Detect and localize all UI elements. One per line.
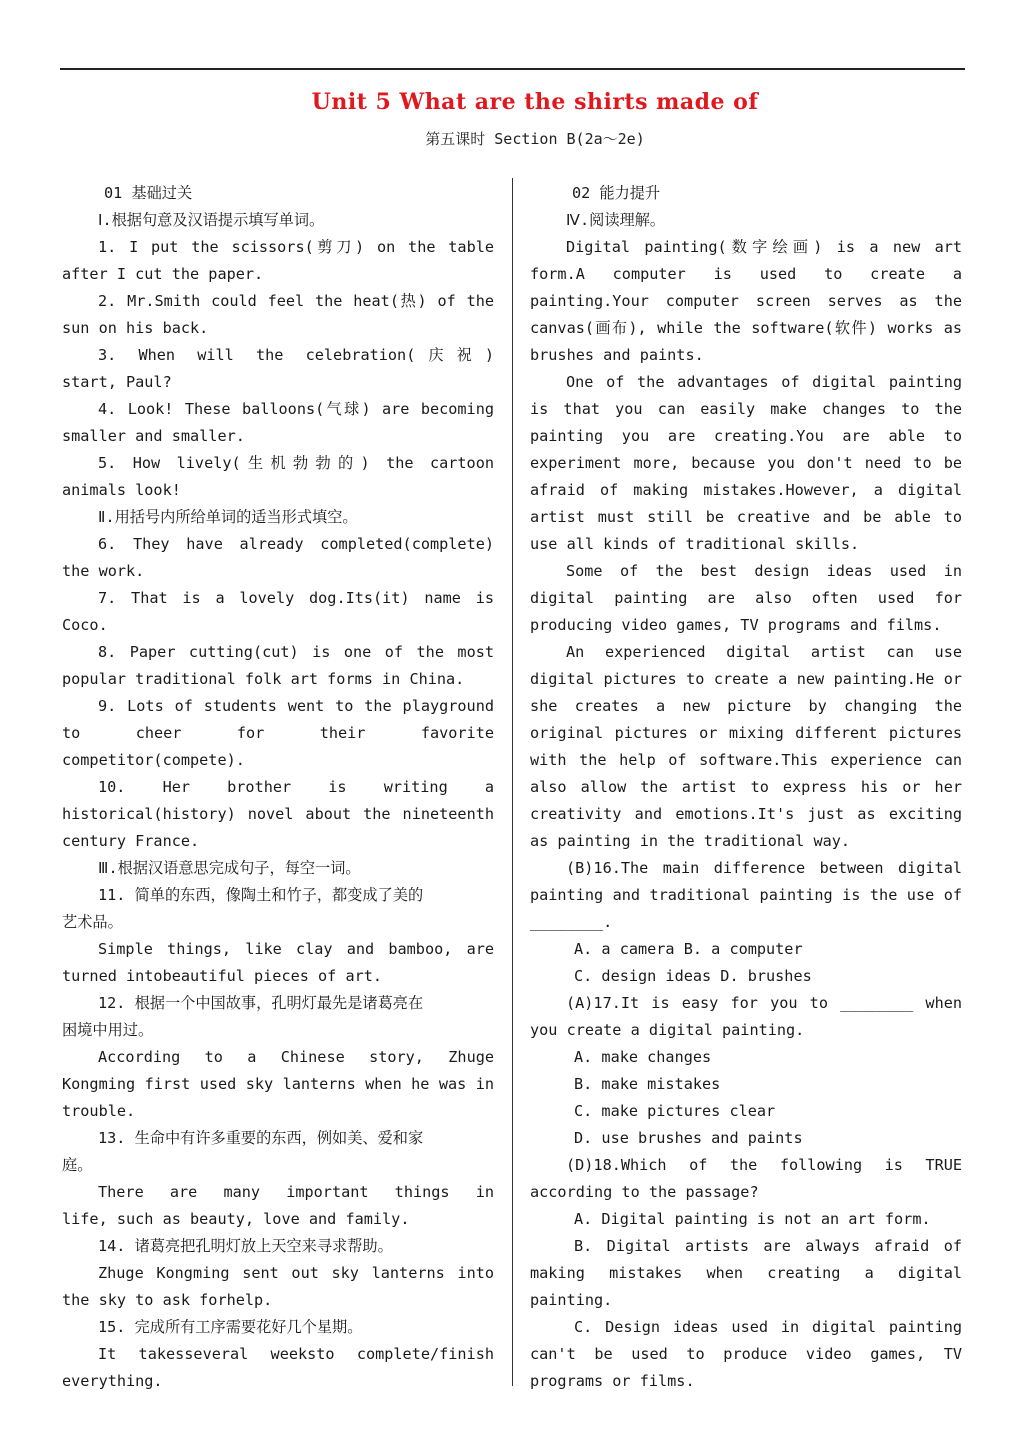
text-line: turned intobeautiful pieces of art. — [62, 967, 383, 985]
text-line: 艺术品。 — [62, 913, 123, 931]
text-line: Coco. — [62, 616, 108, 634]
text-line: artist must still be creative and be able to — [530, 508, 962, 526]
text-line: afraid of making mistakes.However, a digital — [530, 481, 962, 499]
text-line: C. Design ideas used in digital painting — [574, 1318, 962, 1336]
page-title: Unit 5 What are the shirts made of — [311, 89, 759, 115]
text-line: 11. 简单的东西，像陶土和竹子，都变成了美的 — [98, 886, 424, 904]
text-line: you create a digital painting. — [530, 1021, 805, 1039]
text-line: Kongming first used sky lanterns when he was in — [62, 1075, 494, 1093]
text-line: 4. Look! These balloons(气球) are becoming — [98, 400, 494, 418]
text-line: with the help of software.This experience can — [530, 751, 962, 769]
text-line: D. use brushes and paints — [574, 1129, 803, 1147]
text-line: she creates a new picture by changing the — [530, 697, 962, 715]
text-line: 12. 根据一个中国故事，孔明灯最先是诸葛亮在 — [98, 994, 424, 1012]
text-line: making mistakes when creating a digital — [530, 1264, 962, 1282]
text-line: producing video games, TV programs and films. — [530, 616, 942, 634]
text-line: 10. Her brother is writing a — [98, 778, 494, 796]
text-line: painting.Your computer screen serves as the — [530, 292, 962, 310]
text-line: One of the advantages of digital painting — [566, 373, 962, 391]
text-line: A. a camera B. a computer — [574, 940, 803, 958]
text-line: 8. Paper cutting(cut) is one of the most — [98, 643, 494, 661]
text-line: historical(history) novel about the nineteenth — [62, 805, 494, 823]
text-line: According to a Chinese story, Zhuge — [98, 1048, 494, 1066]
text-line: sun on his back. — [62, 319, 209, 337]
text-line: creativity and emotions.It's just as exciting — [530, 805, 962, 823]
text-line: 01 基础过关 — [104, 184, 193, 202]
text-line: start, Paul? — [62, 373, 172, 391]
text-line: according to the passage? — [530, 1183, 759, 1201]
text-line: 5. How lively(生机勃勃的) the cartoon — [98, 454, 494, 472]
text-line: Ⅳ.阅读理解。 — [566, 211, 666, 229]
text-line: competitor(compete). — [62, 751, 245, 769]
text-line: Ⅰ.根据句意及汉语提示填写单词。 — [98, 211, 325, 229]
right-column — [530, 180, 962, 1395]
text-line: century France. — [62, 832, 200, 850]
text-line: smaller and smaller. — [62, 427, 245, 445]
text-line: (D)18.Which of the following is TRUE — [566, 1156, 962, 1174]
text-line: Ⅱ.用括号内所给单词的适当形式填空。 — [98, 508, 358, 526]
text-line: Digital painting(数字绘画) is a new art — [566, 238, 962, 256]
page-subtitle: 第五课时 Section B(2a～2e) — [425, 130, 645, 148]
text-line: (A)17.It is easy for you to ________ when — [566, 994, 962, 1012]
text-line: B. make mistakes — [574, 1075, 721, 1093]
text-line: ________. — [530, 913, 613, 931]
text-line: painting and traditional painting is the use of — [530, 886, 962, 904]
text-line: popular traditional folk art forms in China. — [62, 670, 465, 688]
text-line: everything. — [62, 1372, 163, 1390]
text-line: canvas(画布), while the software(软件) works as — [530, 319, 962, 337]
text-line: Zhuge Kongming sent out sky lanterns into — [98, 1264, 494, 1282]
text-line: after I cut the paper. — [62, 265, 264, 283]
text-line: the work. — [62, 562, 145, 580]
text-line: life, such as beauty, love and family. — [62, 1210, 410, 1228]
text-line: Simple things, like clay and bamboo, are — [98, 940, 494, 958]
text-line: 13. 生命中有许多重要的东西，例如美、爱和家 — [98, 1129, 424, 1147]
left-column — [62, 180, 494, 1395]
text-line: 14. 诸葛亮把孔明灯放上天空来寻求帮助。 — [98, 1237, 393, 1255]
text-line: A. make changes — [574, 1048, 712, 1066]
text-line: (B)16.The main difference between digital — [566, 859, 962, 877]
text-line: to cheer for their favorite — [62, 724, 494, 742]
text-line: digital pictures to create a new painting.He or — [530, 670, 962, 688]
text-line: C. design ideas D. brushes — [574, 967, 812, 985]
text-line: Ⅲ.根据汉语意思完成句子，每空一词。 — [98, 859, 361, 877]
text-line: 3. When will the celebration(庆祝) — [98, 346, 494, 364]
text-line: 庭。 — [62, 1156, 93, 1174]
text-line: the sky to ask forhelp. — [62, 1291, 273, 1309]
text-line: It takesseveral weeksto complete/finish — [98, 1345, 494, 1363]
text-line: An experienced digital artist can use — [566, 643, 962, 661]
text-line: brushes and paints. — [530, 346, 704, 364]
column-divider — [512, 178, 513, 1386]
text-line: painting. — [530, 1291, 613, 1309]
text-line: 15. 完成所有工序需要花好几个星期。 — [98, 1318, 363, 1336]
top-rule — [60, 68, 965, 70]
text-line: 1. I put the scissors(剪刀) on the table — [98, 238, 494, 256]
text-line: 2. Mr.Smith could feel the heat(热) of the — [98, 292, 494, 310]
text-line: 困境中用过。 — [62, 1021, 154, 1039]
text-line: programs or films. — [530, 1372, 695, 1390]
text-line: 02 能力提升 — [572, 184, 661, 202]
text-line: is that you can easily make changes to the — [530, 400, 962, 418]
text-line: experiment more, because you don't need to be — [530, 454, 962, 472]
text-line: use all kinds of traditional skills. — [530, 535, 860, 553]
text-line: 6. They have already completed(complete) — [98, 535, 494, 553]
text-line: Some of the best design ideas used in — [566, 562, 962, 580]
text-line: digital painting are also often used for — [530, 589, 962, 607]
text-line: There are many important things in — [98, 1183, 494, 1201]
text-line: painting you are creating.You are able to — [530, 427, 962, 445]
text-line: trouble. — [62, 1102, 136, 1120]
text-line: as painting in the traditional way. — [530, 832, 851, 850]
text-line: can't be used to produce video games, TV — [530, 1345, 962, 1363]
text-line: animals look! — [62, 481, 181, 499]
text-line: A. Digital painting is not an art form. — [574, 1210, 931, 1228]
text-line: form.A computer is used to create a — [530, 265, 962, 283]
text-line: also allow the artist to express his or her — [530, 778, 962, 796]
text-line: original pictures or mixing different pictures — [530, 724, 962, 742]
text-line: C. make pictures clear — [574, 1102, 776, 1120]
text-line: 7. That is a lovely dog.Its(it) name is — [98, 589, 494, 607]
text-line: B. Digital artists are always afraid of — [574, 1237, 962, 1255]
text-line: 9. Lots of students went to the playground — [98, 697, 494, 715]
